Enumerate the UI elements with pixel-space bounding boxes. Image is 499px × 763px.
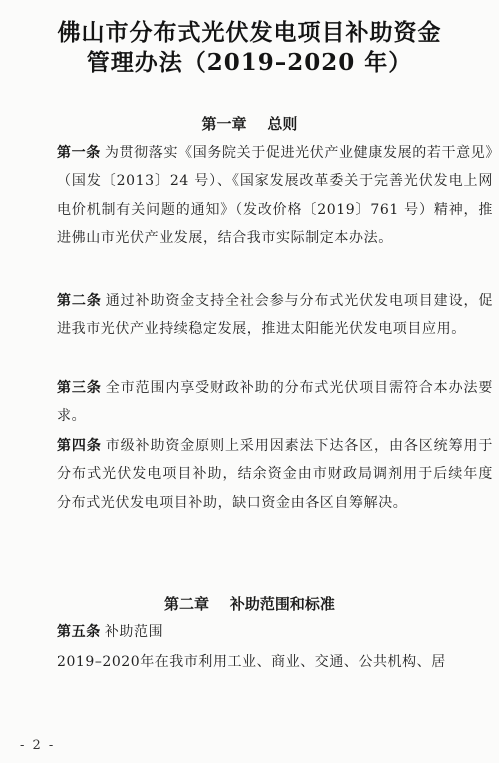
chapter-1-heading: 第一章 总则 bbox=[201, 115, 298, 133]
article-5-text: 补助范围 bbox=[104, 624, 164, 640]
document-title-line-2: 管理办法（2019–2020 年） bbox=[86, 49, 413, 76]
article-3-text: 全市范围内享受财政补助的分布式光伏项目需符合本办法要求。 bbox=[57, 380, 493, 425]
article-1-text: 为贯彻落实《国务院关于促进光伏产业健康发展的若干意见》（国发〔2013〕24 号）、《国家发展改革委关于完善光伏发电上网电价机制有关问题的通知》（发改价格〔2019〕761 号）精神，推进佛山市光伏产业发展，结合我市实际制定本办法。 bbox=[57, 145, 493, 246]
article-2-label: 第二条 bbox=[57, 293, 102, 309]
article-3 bbox=[57, 374, 493, 431]
article-3-label: 第三条 bbox=[57, 380, 102, 396]
article-1-label: 第一条 bbox=[57, 145, 101, 161]
article-5 bbox=[57, 618, 163, 646]
article-4-label: 第四条 bbox=[57, 438, 102, 454]
article-4 bbox=[57, 432, 493, 517]
page-number: - 2 - bbox=[20, 738, 56, 753]
article-4-text: 市级补助资金原则上采用因素法下达各区，由各区统筹用于分布式光伏发电项目补助，结余资金由市财政局调剂用于后续年度分布式光伏发电项目补助，缺口资金由各区自筹解决。 bbox=[57, 438, 493, 511]
article-2-text: 通过补助资金支持全社会参与分布式光伏发电项目建设，促进我市光伏产业持续稳定发展，推进太阳能光伏发电项目应用。 bbox=[57, 293, 493, 338]
article-2 bbox=[57, 287, 493, 344]
article-5-body-line: 2019–2020年在我市利用工业、商业、交通、公共机构、居 bbox=[57, 654, 446, 670]
chapter-2-heading: 第二章 补助范围和标准 bbox=[164, 595, 335, 613]
article-1 bbox=[57, 139, 493, 252]
document-title-line-1: 佛山市分布式光伏发电项目补助资金 bbox=[57, 19, 442, 46]
article-5-label: 第五条 bbox=[57, 624, 101, 640]
